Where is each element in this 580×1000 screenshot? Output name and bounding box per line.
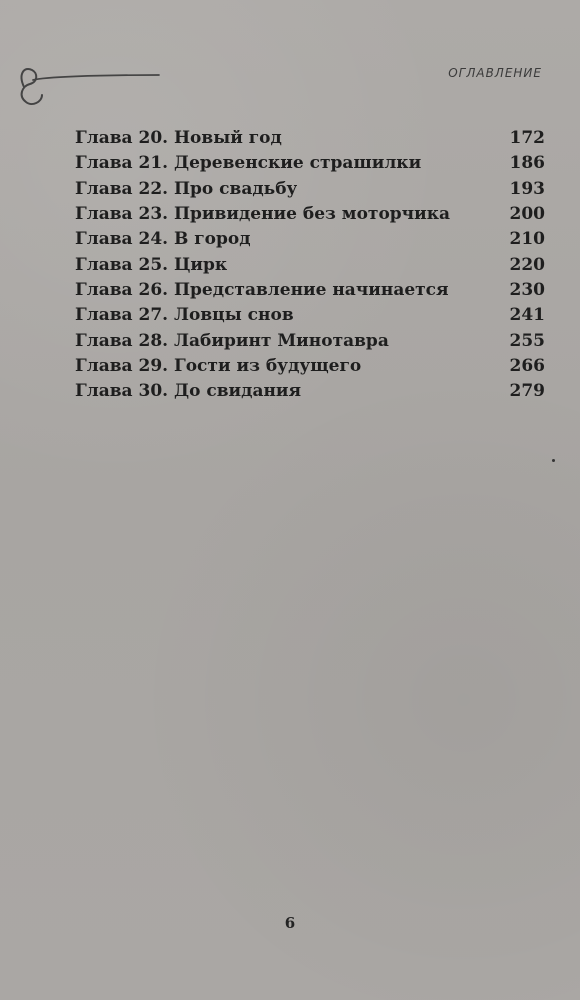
toc-item bbox=[75, 379, 545, 404]
toc-item-title: Глава 25. Цирк bbox=[75, 256, 228, 274]
toc-item bbox=[75, 202, 545, 227]
toc-item-page: 266 bbox=[509, 355, 545, 376]
toc-item-title: Глава 24. В город bbox=[75, 231, 251, 249]
page-number: 6 bbox=[284, 914, 296, 932]
toc-item-title: Глава 20. Новый год bbox=[75, 130, 282, 148]
toc-item-page: 241 bbox=[509, 305, 545, 326]
toc-item bbox=[75, 151, 545, 176]
toc-item bbox=[75, 227, 545, 252]
toc-item-page: 172 bbox=[509, 128, 545, 149]
toc-item-title: Глава 29. Гости из будущего bbox=[75, 357, 362, 375]
toc-item-title: Глава 21. Деревенские страшилки bbox=[75, 155, 422, 173]
toc-item-page: 255 bbox=[509, 330, 545, 351]
header-ornament-icon bbox=[14, 62, 164, 112]
toc-item bbox=[75, 328, 545, 353]
toc-item bbox=[75, 303, 545, 328]
toc-item-title: Глава 28. Лабиринт Минотавра bbox=[75, 332, 389, 350]
toc-item-page: 230 bbox=[509, 279, 545, 300]
toc-item-page: 193 bbox=[509, 178, 545, 199]
toc-item-page: 210 bbox=[509, 229, 545, 250]
toc-item-page: 186 bbox=[509, 153, 545, 174]
dot-mark bbox=[552, 459, 555, 462]
toc-item-page: 200 bbox=[509, 204, 545, 225]
toc-item-title: Глава 22. Про свадьбу bbox=[75, 180, 298, 198]
toc-item bbox=[75, 126, 545, 151]
toc-item-title: Глава 27. Ловцы снов bbox=[75, 307, 294, 325]
toc-item-title: Глава 26. Представление начинается bbox=[75, 281, 449, 299]
toc-item bbox=[75, 252, 545, 277]
toc-item-page: 279 bbox=[509, 381, 545, 402]
toc-item-page: 220 bbox=[509, 254, 545, 275]
toc-item-title: Глава 30. До свидания bbox=[75, 383, 302, 401]
running-header: ОГЛАВЛЕНИЕ bbox=[448, 66, 542, 80]
toc-item bbox=[75, 354, 545, 379]
toc-item bbox=[75, 278, 545, 303]
toc-item-title: Глава 23. Привидение без моторчика bbox=[75, 206, 451, 224]
table-of-contents bbox=[75, 126, 545, 404]
toc-item bbox=[75, 177, 545, 202]
